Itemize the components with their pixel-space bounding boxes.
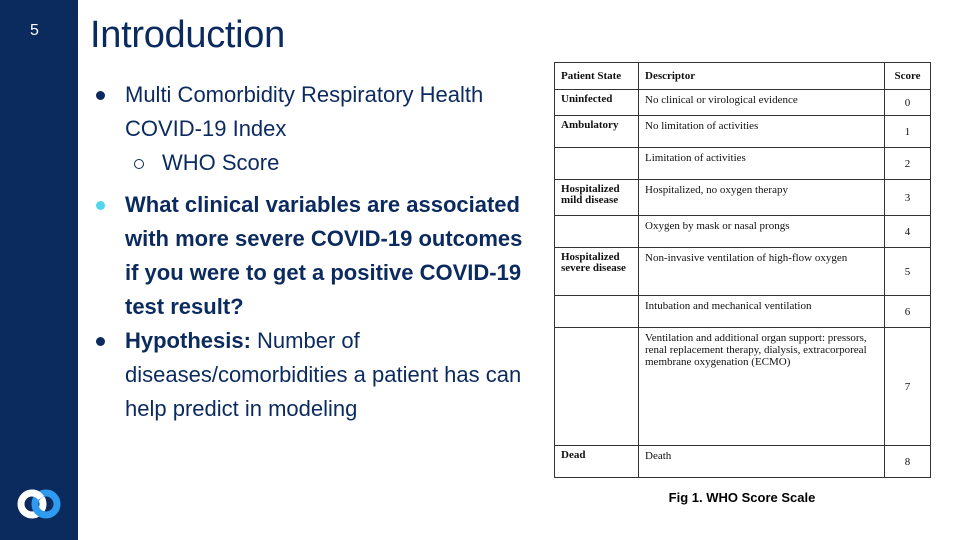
table-row <box>555 90 931 116</box>
cell-state: Hospitalized mild disease <box>555 180 639 216</box>
cell-score: 8 <box>885 446 931 478</box>
table-row <box>555 248 931 296</box>
cell-state: Dead <box>555 446 639 478</box>
who-score-table-figure <box>554 62 930 478</box>
cell-score: 7 <box>885 328 931 446</box>
cell-state: Uninfected <box>555 90 639 116</box>
table-row <box>555 328 931 446</box>
bullet-item <box>90 188 540 324</box>
cell-descriptor: Non-invasive ventilation of high-flow oxygen <box>639 248 885 296</box>
cell-descriptor: Death <box>639 446 885 478</box>
cell-descriptor: Oxygen by mask or nasal prongs <box>639 216 885 248</box>
cell-state <box>555 296 639 328</box>
bullet-list <box>90 78 540 426</box>
cell-score: 4 <box>885 216 931 248</box>
header-score: Score <box>885 63 931 90</box>
cell-score: 0 <box>885 90 931 116</box>
cell-descriptor: Ventilation and additional organ support: pressors, renal replacement therapy, dialysis, extracorporeal membrane oxygenation (ECMO) <box>639 328 885 446</box>
who-score-table <box>554 62 931 478</box>
table-row <box>555 216 931 248</box>
sub-bullet-text: WHO Score <box>162 150 280 175</box>
table-row <box>555 296 931 328</box>
logo-icon <box>14 486 64 522</box>
cell-score: 2 <box>885 148 931 180</box>
cell-score: 1 <box>885 116 931 148</box>
table-row <box>555 446 931 478</box>
table-row <box>555 116 931 148</box>
cell-descriptor: Intubation and mechanical ventilation <box>639 296 885 328</box>
bullet-dot-icon <box>96 91 105 100</box>
table-header-row <box>555 63 931 90</box>
cell-descriptor: No clinical or virological evidence <box>639 90 885 116</box>
table-row <box>555 180 931 216</box>
table-row <box>555 148 931 180</box>
slide-title: Introduction <box>90 14 285 56</box>
cell-descriptor: Hospitalized, no oxygen therapy <box>639 180 885 216</box>
cell-score: 3 <box>885 180 931 216</box>
bullet-item <box>90 78 540 146</box>
cell-descriptor: Limitation of activities <box>639 148 885 180</box>
figure-caption: Fig 1. WHO Score Scale <box>668 490 816 505</box>
bullet-text: Multi Comorbidity Respiratory Health COVID-19 Index <box>125 82 484 141</box>
cell-score: 6 <box>885 296 931 328</box>
cell-state <box>555 216 639 248</box>
cell-state <box>555 328 639 446</box>
bullet-dot-icon <box>96 201 105 210</box>
cell-state: Ambulatory <box>555 116 639 148</box>
cell-descriptor: No limitation of activities <box>639 116 885 148</box>
bullet-text: What clinical variables are associated with more severe COVID-19 outcomes if you were to get a positive COVID-19 test result? <box>125 192 523 319</box>
bullet-dot-icon <box>96 337 105 346</box>
sidebar <box>0 0 78 540</box>
header-descriptor: Descriptor <box>639 63 885 90</box>
cell-state <box>555 148 639 180</box>
bullet-item <box>90 324 540 426</box>
slide-number: 5 <box>30 22 39 39</box>
cell-state: Hospitalized severe disease <box>555 248 639 296</box>
hypothesis-label: Hypothesis: <box>125 328 251 353</box>
cell-score: 5 <box>885 248 931 296</box>
bullet-text: Number of diseases/comorbidities a patient has can help predict in modeling <box>125 328 522 421</box>
sub-bullet-item <box>90 146 540 180</box>
hollow-bullet-icon <box>134 159 144 169</box>
header-patient-state: Patient State <box>555 63 639 90</box>
